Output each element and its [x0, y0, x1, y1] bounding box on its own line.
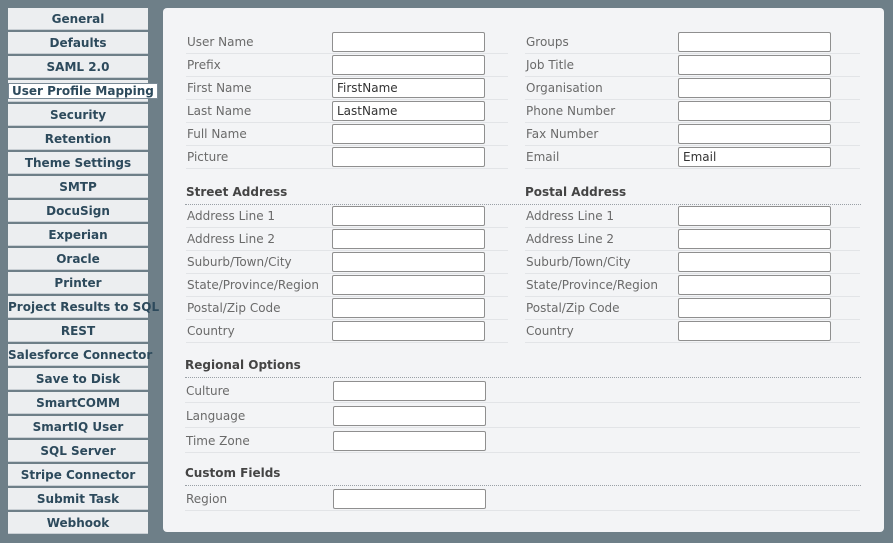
sidebar-item-project-results-to-sql[interactable]: [8, 296, 160, 318]
postal-address-heading: Postal Address: [525, 185, 627, 199]
sidebar-item-retention[interactable]: [8, 128, 148, 150]
field-input-profile-right-0[interactable]: [678, 32, 831, 52]
sidebar-item-label: SQL Server: [40, 444, 116, 458]
sidebar-item-label: Stripe Connector: [20, 468, 136, 482]
street-address-heading: Street Address: [186, 185, 288, 199]
custom-divider: [185, 485, 861, 486]
field-label: Address Line 2: [187, 232, 276, 246]
sidebar-item-webhook[interactable]: [8, 512, 148, 534]
form-row: [185, 488, 860, 511]
sidebar-item-defaults[interactable]: [8, 32, 148, 54]
field-label: Fax Number: [526, 127, 599, 141]
field-label: Suburb/Town/City: [187, 255, 292, 269]
field-input-street-address-fields-1[interactable]: [332, 229, 485, 249]
sidebar-item-label: Oracle: [56, 252, 100, 266]
sidebar-item-label: Project Results to SQL: [8, 300, 160, 314]
field-input-regional-options-fields-2[interactable]: [333, 431, 486, 451]
sidebar-item-submit-task[interactable]: [8, 488, 148, 510]
field-input-profile-right-3[interactable]: [678, 101, 831, 121]
field-input-postal-address-fields-2[interactable]: [678, 252, 831, 272]
sidebar-item-sql-server[interactable]: [8, 440, 148, 462]
field-label: Culture: [186, 384, 230, 398]
settings-sidebar: [8, 8, 160, 534]
field-label: Job Title: [526, 58, 575, 72]
field-input-profile-right-4[interactable]: [678, 124, 831, 144]
field-label: Country: [526, 324, 574, 338]
sidebar-item-user-profile-mapping[interactable]: [8, 80, 154, 102]
sidebar-item-docusign[interactable]: [8, 200, 148, 222]
field-label: First Name: [187, 81, 252, 95]
field-input-street-address-fields-0[interactable]: [332, 206, 485, 226]
sidebar-item-salesforce-connector[interactable]: [8, 344, 153, 366]
sidebar-item-label: REST: [60, 324, 96, 338]
sidebar-item-label: SMTP: [59, 180, 97, 194]
sidebar-item-security[interactable]: [8, 104, 148, 126]
sidebar-item-label: Salesforce Connector: [8, 348, 153, 362]
sidebar-item-smartiq-user[interactable]: [8, 416, 148, 438]
field-label: Picture: [187, 150, 229, 164]
field-input-regional-options-fields-1[interactable]: [333, 406, 486, 426]
field-label: Organisation: [526, 81, 603, 95]
sidebar-item-label: Webhook: [46, 516, 110, 530]
field-input-postal-address-fields-1[interactable]: [678, 229, 831, 249]
sidebar-item-label: User Profile Mapping: [8, 83, 158, 99]
sidebar-item-label: Experian: [48, 228, 108, 242]
sidebar-item-label: Defaults: [49, 36, 107, 50]
field-label: Email: [526, 150, 560, 164]
field-input-profile-left-4[interactable]: [332, 124, 485, 144]
sidebar-item-smartcomm[interactable]: [8, 392, 148, 414]
field-input-postal-address-fields-3[interactable]: [678, 275, 831, 295]
field-label: Address Line 1: [526, 209, 615, 223]
field-label: Time Zone: [186, 434, 250, 448]
field-input-postal-address-fields-5[interactable]: [678, 321, 831, 341]
sidebar-item-label: SmartCOMM: [36, 396, 120, 410]
user-profile-mapping-panel: [163, 8, 884, 532]
field-label: Country: [187, 324, 235, 338]
field-label: Postal/Zip Code: [187, 301, 281, 315]
field-label: Full Name: [187, 127, 247, 141]
sidebar-item-smtp[interactable]: [8, 176, 148, 198]
sidebar-item-theme-settings[interactable]: [8, 152, 148, 174]
field-input-street-address-fields-2[interactable]: [332, 252, 485, 272]
form-row: [185, 430, 860, 453]
sidebar-item-label: General: [51, 12, 105, 26]
sidebar-item-experian[interactable]: [8, 224, 148, 246]
sidebar-item-label: SAML 2.0: [46, 60, 110, 74]
sidebar-item-oracle[interactable]: [8, 248, 148, 270]
field-input-postal-address-fields-4[interactable]: [678, 298, 831, 318]
field-input-street-address-fields-4[interactable]: [332, 298, 485, 318]
field-input-profile-left-5[interactable]: [332, 147, 485, 167]
sidebar-item-printer[interactable]: [8, 272, 148, 294]
field-label: State/Province/Region: [187, 278, 319, 292]
sidebar-item-label: Theme Settings: [24, 156, 132, 170]
regional-divider: [185, 377, 861, 378]
regional-options-heading: Regional Options: [185, 358, 301, 372]
field-label: Language: [186, 409, 246, 423]
field-label: Suburb/Town/City: [526, 255, 631, 269]
field-label: User Name: [187, 35, 254, 49]
field-label: Last Name: [187, 104, 252, 118]
sidebar-item-rest[interactable]: [8, 320, 148, 342]
sidebar-item-saml-2-0[interactable]: [8, 56, 148, 78]
field-input-profile-right-1[interactable]: [678, 55, 831, 75]
field-label: State/Province/Region: [526, 278, 658, 292]
form-row: [185, 380, 860, 403]
field-label: Prefix: [187, 58, 221, 72]
field-input-profile-left-2[interactable]: [332, 78, 485, 98]
field-label: Groups: [526, 35, 569, 49]
field-input-street-address-fields-3[interactable]: [332, 275, 485, 295]
sidebar-item-label: Submit Task: [36, 492, 120, 506]
sidebar-item-label: DocuSign: [46, 204, 110, 218]
field-input-profile-left-1[interactable]: [332, 55, 485, 75]
field-label: Postal/Zip Code: [526, 301, 620, 315]
form-row: [185, 405, 860, 428]
field-input-profile-right-2[interactable]: [678, 78, 831, 98]
field-input-custom-fields-fields-0[interactable]: [333, 489, 486, 509]
field-input-regional-options-fields-0[interactable]: [333, 381, 486, 401]
field-input-street-address-fields-5[interactable]: [332, 321, 485, 341]
custom-fields-heading: Custom Fields: [185, 466, 281, 480]
field-input-profile-left-3[interactable]: [332, 101, 485, 121]
sidebar-item-stripe-connector[interactable]: [8, 464, 148, 486]
field-label: Region: [186, 492, 228, 506]
sidebar-item-general[interactable]: [8, 8, 148, 30]
field-input-profile-right-5[interactable]: [678, 147, 831, 167]
sidebar-item-label: Security: [49, 108, 107, 122]
sidebar-item-label: Retention: [44, 132, 112, 146]
field-label: Address Line 1: [187, 209, 276, 223]
field-label: Phone Number: [526, 104, 616, 118]
field-input-profile-left-0[interactable]: [332, 32, 485, 52]
sidebar-item-label: Printer: [54, 276, 102, 290]
sidebar-item-label: Save to Disk: [35, 372, 121, 386]
field-label: Address Line 2: [526, 232, 615, 246]
sidebar-item-label: SmartIQ User: [32, 420, 124, 434]
sidebar-item-save-to-disk[interactable]: [8, 368, 148, 390]
field-input-postal-address-fields-0[interactable]: [678, 206, 831, 226]
